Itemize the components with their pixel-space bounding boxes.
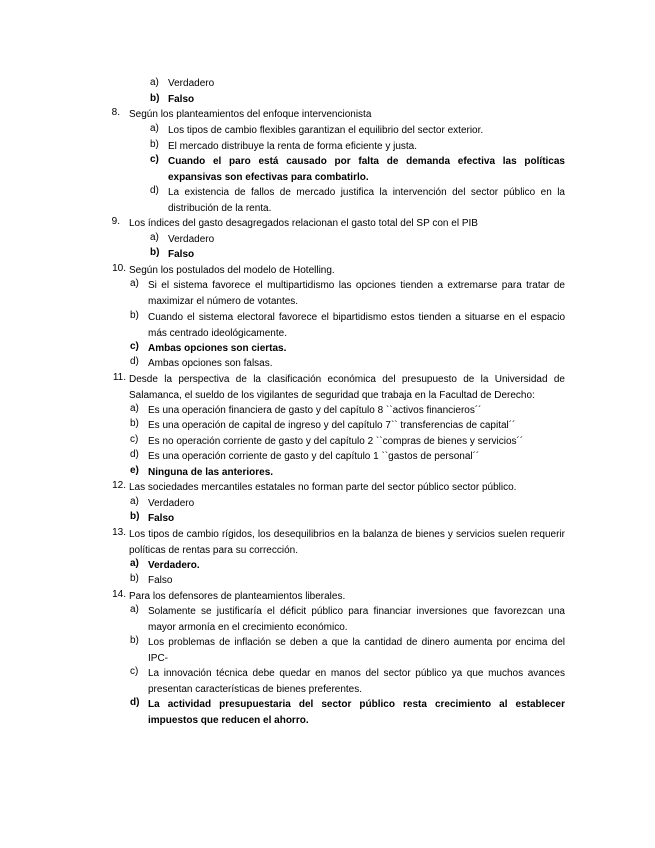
option-text: Es una operación corriente de gasto y del capítulo 1 ``gastos de personal´´ bbox=[148, 451, 480, 462]
option-text: Verdadero. bbox=[148, 560, 200, 571]
option-text: La innovación técnica debe quedar en manos del sector público ya que muchos avances presentan características de bienes preferentes. bbox=[148, 668, 565, 695]
option-label: c) bbox=[130, 666, 139, 677]
option-text: Es una operación de capital de ingreso y del capítulo 7`` transferencias de capital´´ bbox=[148, 420, 516, 431]
document-page: a) Verdadero b) Falso 8. Según los planteamientos del enfoque intervencionista a) Los tipos de cambio flexibles garantizan el equilibrio del sector exterior. b) El mercado distribuye la renta de forma eficiente y justa. c) Cuando el paro está causado por falta de demanda efectiva las políticas expansivas son efectivas para combatirlo. d) La existencia de fallos de mercado justifica la intervención del sector público en la distribución de la renta. 9. Los índices del gasto desagregados relacionan el gasto total del SP con el PIB a) Verdadero b) Falso 10. Según los postulados del modelo de Hotelling. a) Si el sistema favorece el multipartidismo las opciones tienden a extremarse para tratar de maximizar el número de votantes. b) Cuando el sistema electoral favorece el bipartidismo estos tienden a situarse en el espacio más centrado ideológicamente. c) Ambas opciones son ciertas. d) Ambas opciones son falsas. 11. Desde la perspectiva de la clasificación económica del presupuesto de la Universidad de Salamanca, el sueldo de los vigilantes de seguridad que trabaja en la Facultad de Derecho: a) Es una operación financiera de gasto y del capítulo 8 ``activos financieros´´ b) Es una operación de capital de ingreso y del capítulo 7`` transferencias de capital´´ c) Es no operación corriente de gasto y del capítulo 2 ``compras de bienes y servicios´´ d) Es una operación corriente de gasto y del capítulo 1 ``gastos de personal´´ e) Ninguna de las anteriores. 12. Las sociedades mercantiles estatales no forman parte del sector público sector público. a) Verdadero b) Falso 13. Los tipos de cambio rígidos, los desequilibrios en la balanza de bienes y servicios suelen requerir políticas de rentas para su corrección. a) Verdadero. b) Falso 14. Para los defensores de planteamientos liberales. a) Solamente se justificaría el déficit público para financiar inversiones que favorezcan una mayor armonía en el crecimiento económico. b) Los problemas de inflación se deben a que la cantidad de dinero aumenta por encima del IPC- c) La innovación técnica debe quedar en manos del sector público ya que muchos avances presentan características de bienes preferentes. d) La actividad presupuestaria del sector público resta crecimiento al establecer impuestos que reducen el ahorro. bbox=[0, 0, 655, 848]
option-label: c) bbox=[130, 341, 139, 352]
question-text: Los índices del gasto desagregados relacionan el gasto total del SP con el PIB bbox=[129, 218, 478, 229]
option-text: Ninguna de las anteriores. bbox=[148, 467, 274, 478]
option-text: Falso bbox=[148, 575, 173, 586]
question-number: 12. bbox=[112, 480, 126, 491]
option-label: a) bbox=[130, 604, 139, 615]
option-text: Si el sistema favorece el multipartidismo las opciones tienden a extremarse para tratar de maximizar el número de votantes. bbox=[148, 280, 565, 307]
option-text: Verdadero bbox=[168, 234, 215, 245]
question-text: Según los postulados del modelo de Hotelling. bbox=[129, 265, 335, 276]
option-text: Es una operación financiera de gasto y del capítulo 8 ``activos financieros´´ bbox=[148, 405, 482, 416]
option-text: Falso bbox=[148, 513, 175, 524]
option-label: a) bbox=[150, 232, 159, 243]
option-label: a) bbox=[150, 77, 159, 88]
option-label: c) bbox=[130, 434, 139, 445]
option-text: Solamente se justificaría el déficit público para financiar inversiones que favorezcan una mayor armonía en el crecimiento económico. bbox=[148, 606, 565, 633]
option-label: b) bbox=[130, 418, 139, 429]
option-label: c) bbox=[150, 154, 159, 165]
option-label: b) bbox=[150, 247, 160, 258]
question-number: 14. bbox=[112, 589, 126, 600]
option-label: b) bbox=[130, 511, 140, 522]
question-text: Los tipos de cambio rígidos, los desequilibrios en la balanza de bienes y servicios suelen requerir políticas de rentas para su corrección. bbox=[129, 529, 565, 556]
option-label: d) bbox=[130, 356, 139, 367]
option-label: a) bbox=[130, 403, 139, 414]
option-text: Es no operación corriente de gasto y del capítulo 2 ``compras de bienes y servicios´´ bbox=[148, 436, 524, 447]
option-label: d) bbox=[130, 697, 140, 708]
option-text: La actividad presupuestaria del sector público resta crecimiento al establecer impuestos que reducen el ahorro. bbox=[148, 699, 565, 726]
option-text: Los problemas de inflación se deben a que la cantidad de dinero aumenta por encima del IPC- bbox=[148, 637, 565, 664]
question-text: Según los planteamientos del enfoque intervencionista bbox=[129, 109, 372, 120]
option-label: a) bbox=[130, 558, 139, 569]
option-text: El mercado distribuye la renta de forma eficiente y justa. bbox=[168, 141, 418, 152]
question-number: 8. bbox=[111, 107, 120, 118]
option-label: b) bbox=[150, 139, 159, 150]
option-text: Cuando el paro está causado por falta de demanda efectiva las políticas expansivas son efectivas para combatirlo. bbox=[168, 156, 565, 183]
option-label: d) bbox=[150, 185, 159, 196]
option-label: a) bbox=[150, 123, 159, 134]
question-number: 10. bbox=[112, 263, 126, 274]
option-text: La existencia de fallos de mercado justifica la intervención del sector público en la distribución de la renta. bbox=[168, 187, 565, 214]
option-text: Falso bbox=[168, 249, 195, 260]
question-number: 11. bbox=[112, 372, 126, 383]
option-label: b) bbox=[130, 573, 139, 584]
option-label: a) bbox=[130, 496, 139, 507]
question-number: 9. bbox=[111, 216, 120, 227]
option-label: d) bbox=[130, 449, 139, 460]
question-number: 13. bbox=[112, 527, 126, 538]
option-text: Verdadero bbox=[148, 498, 195, 509]
option-label: b) bbox=[150, 93, 160, 104]
option-label: e) bbox=[130, 465, 139, 476]
question-text: Para los defensores de planteamientos liberales. bbox=[129, 591, 346, 602]
option-text: Cuando el sistema electoral favorece el bipartidismo estos tienden a situarse en el espacio más centrado ideológicamente. bbox=[148, 312, 565, 339]
question-text: Desde la perspectiva de la clasificación económica del presupuesto de la Universidad de Salamanca, el sueldo de los vigilantes de seguridad que trabaja en la Facultad de Derecho: bbox=[129, 374, 565, 401]
option-text: Ambas opciones son falsas. bbox=[148, 358, 273, 369]
option-label: a) bbox=[130, 278, 139, 289]
option-label: b) bbox=[130, 635, 139, 646]
option-text: Los tipos de cambio flexibles garantizan el equilibrio del sector exterior. bbox=[168, 125, 484, 136]
question-text: Las sociedades mercantiles estatales no forman parte del sector público sector público. bbox=[129, 482, 517, 493]
option-text: Ambas opciones son ciertas. bbox=[148, 343, 287, 354]
option-label: b) bbox=[130, 310, 139, 321]
